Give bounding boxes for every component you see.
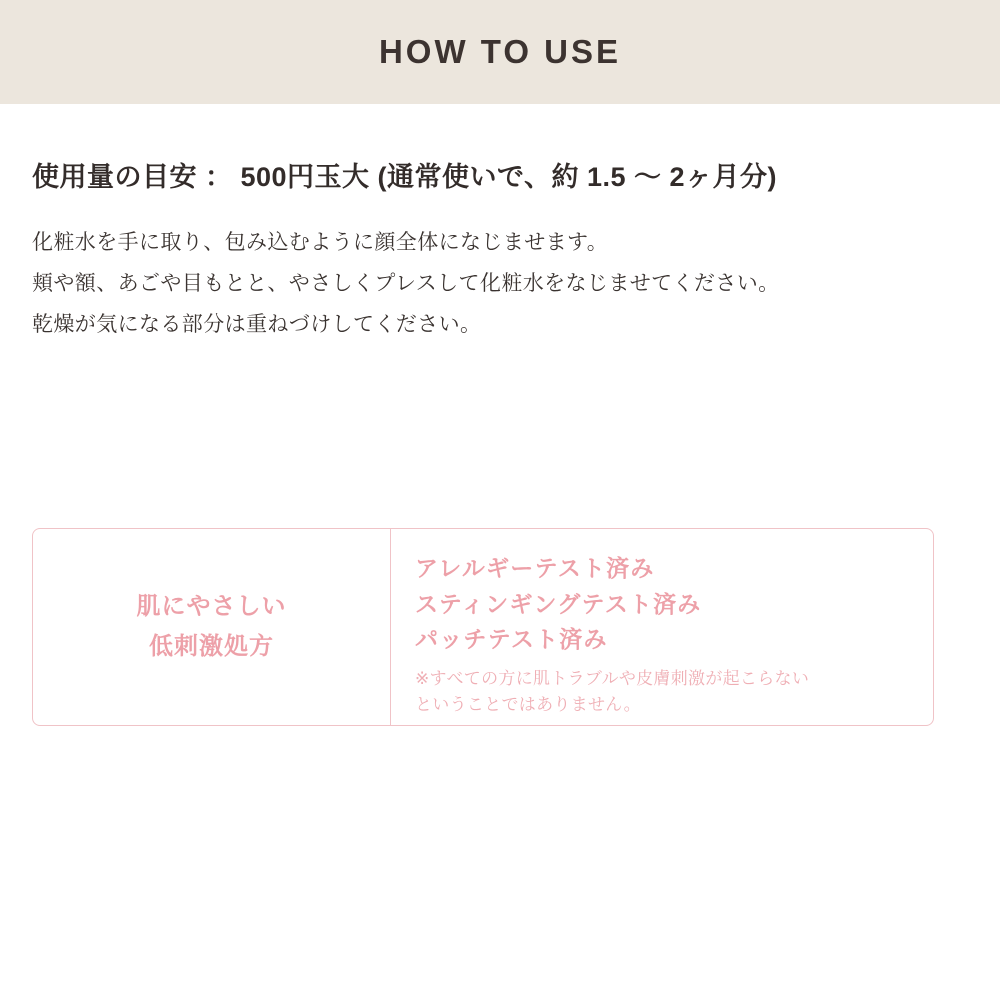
header-band [0, 0, 1000, 104]
claims-right-panel [391, 529, 933, 725]
usage-amount-lead: 使用量の目安 ： 500円玉大 (通常使いで、約 1.5 〜 2ヶ月分) [32, 162, 778, 192]
claims-left-panel [33, 529, 391, 725]
page-title: HOW TO USE [378, 33, 622, 70]
usage-step-2: 頬や額、あごや目もとと、やさしくプレスして化粧水をなじませてください。 [32, 272, 780, 296]
tested-line-2: スティンギングテスト済み [415, 590, 702, 617]
tested-line-3: パッチテスト済み [415, 626, 608, 653]
claims-left-line-2: 低刺激処方 [149, 633, 274, 660]
usage-steps [32, 223, 968, 346]
claims-disclaimer [415, 666, 933, 719]
tested-line-1: アレルギーテスト済み [415, 555, 655, 581]
claims-disclaimer-line-1: ※すべての方に肌トラブルや皮膚刺激が起こらない [415, 668, 810, 688]
usage-step-3: 乾燥が気になる部分は重ねづけしてください。 [32, 312, 482, 336]
usage-step-1: 化粧水を手に取り、包み込むように顔全体になじませます。 [32, 231, 609, 255]
claims-disclaimer-line-2: ということではありません。 [415, 695, 641, 715]
claims-left-line-1: 肌にやさしい [136, 593, 287, 621]
usage-section [32, 104, 968, 346]
claims-box [32, 528, 934, 726]
